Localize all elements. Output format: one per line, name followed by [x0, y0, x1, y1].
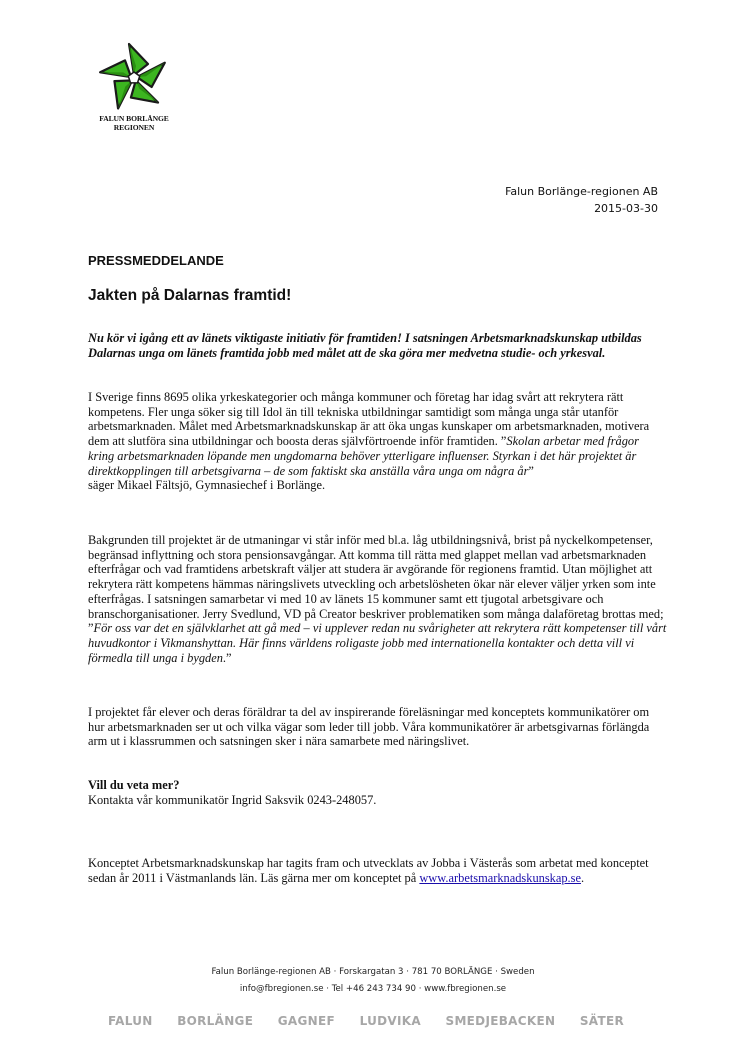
contact-heading: Vill du veta mer?	[88, 778, 180, 792]
logo-wordmark	[88, 114, 180, 132]
paragraph-1	[88, 390, 668, 493]
paragraph-4-text: Konceptet Arbetsmarknadskunskap har tagits fram och utvecklats av Jobba i Västerås som arbetat med konceptet sedan år 2011 i Västmanlands län. Läs gärna mer om konceptet på	[88, 856, 649, 885]
contact-text: Kontakta vår kommunikatör Ingrid Saksvik 0243-248057.	[88, 792, 377, 807]
paragraph-4-end: .	[580, 870, 585, 885]
quote-svedlund: För oss var det en självklarhet att gå med – vi upplever redan nu svårigheter att rekrytera rätt kompetenser till vårt huvudkontor i Vikmanshyttan. Här finns världens roligaste jobb med internationella kontakter och detta vill vi förmedla till unga i bygden	[88, 621, 667, 665]
quote-open-mark: ”	[497, 434, 507, 449]
municipality-gagnef: GAGNEF	[277, 1014, 335, 1028]
municipality-falun: FALUN	[108, 1014, 153, 1028]
paragraph-4	[88, 856, 668, 885]
paragraph-2-text: Bakgrunden till projektet är de utmaningar vi står inför med bl.a. låg utbildningsnivå, brist på nyckelkompetenser, begränsad inflyttning och stora pensionsavgångar. Att komma till rätta med glappet mellan vad arbetsmarknaden efterfrågar och vad framtidens arbetskraft väljer att studera är avgörande för regionens framtid. Utan möjlighet att rekrytera rätt kompetens hämmas näringslivets utveckling och arbetslösheten ökar när elever väljer yrken som inte efterfrågas. I satsningen samarbetar vi med 10 av länets 15 kommuner samt ett tjugotal arbetsgivare och branschorganisationer. Jerry Svedlund, VD på Creator beskriver problematiken som många dalaföretag brottas med;	[88, 533, 664, 621]
footer-contact: info@fbregionen.se · Tel +46 243 734 90 · www.fbregionen.se	[239, 984, 507, 994]
lead-paragraph: Nu kör vi igång ett av länets viktigaste initiativ för framtiden! I satsningen Arbetsmarknadskunskap utbildas Dalarnas unga om länets framtida jobb med målet att de ska göra mer medvetna studie- och yrkesval.	[88, 331, 642, 360]
municipality-sater: SÄTER	[579, 1014, 624, 1028]
document-type: PRESSMEDDELANDE	[88, 253, 224, 268]
pinwheel-star-icon	[96, 40, 172, 112]
sender-date: 2015-03-30	[594, 202, 658, 215]
municipality-ludvika: LUDVIKA	[359, 1014, 421, 1028]
paragraph-2	[88, 533, 668, 665]
paragraph-3: I projektet får elever och deras föräldrar ta del av inspirerande föreläsningar med konceptets kommunikatörer om hur arbetsmarknaden ser ut och vilka vägar som leder till jobb. Våra kommunikatörer är arbetsgivarnas förlängda arm ut i klassrummen och satsningen sker i nära samarbete med näringslivet.	[88, 705, 650, 749]
quote-faltsjo: Skolan arbetar med frågor kring arbetsmarknaden löpande men ungdomarna behöver ytterligare influenser. Styrkan i det här projektet är direktkopplingen till arbetsgivarna – de som faktiskt ska anställa våra unga om några år	[88, 434, 639, 478]
paragraph-1-text: I Sverige finns 8695 olika yrkeskategorier och många kommuner och företag har idag svårt att rekrytera rätt kompetens. Fler unga söker sig till Idol än till tekniska utbildningar samtidigt som många unga står utanför arbetsmarknaden. Målet med Arbetsmarknadskunskap är att öka ungas kunskaper om arbetsmarknaden, motivera dem att slutföra sina utbildningar och boosta deras självförtroende inför framtiden.	[88, 390, 650, 449]
concept-website-link[interactable]: www.arbetsmarknadskunskap.se	[419, 870, 581, 885]
quote-attribution: säger Mikael Fältsjö, Gymnasiechef i Borlänge.	[88, 478, 326, 493]
municipality-smedjebacken: SMEDJEBACKEN	[445, 1014, 556, 1028]
sender-company: Falun Borlänge-regionen AB	[505, 185, 658, 198]
sender-block	[505, 183, 658, 217]
quote-close-mark: .”	[222, 650, 232, 665]
municipality-borlange: BORLÄNGE	[177, 1014, 254, 1028]
contact-section	[88, 778, 668, 807]
quote-open-mark: ”	[88, 621, 94, 636]
quote-close-mark: ”	[528, 463, 534, 478]
footer-address: Falun Borlänge-regionen AB · Forskargatan 3 · 781 70 BORLÄNGE · Sweden	[211, 967, 535, 977]
logo-line-2: REGIONEN	[113, 123, 155, 132]
headline: Jakten på Dalarnas framtid!	[88, 287, 292, 304]
regional-logo	[88, 40, 180, 150]
footer-municipalities	[108, 1014, 624, 1028]
logo-line-1: FALUN BORLÄNGE	[99, 114, 169, 123]
